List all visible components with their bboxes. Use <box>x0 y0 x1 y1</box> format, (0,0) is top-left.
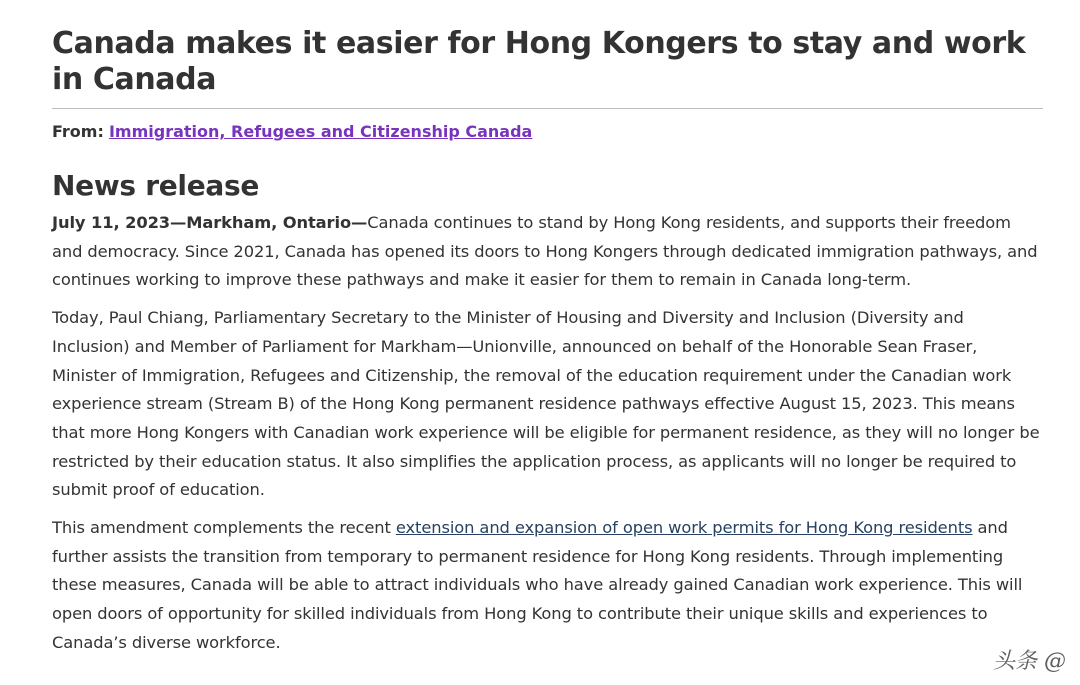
from-line <box>52 121 1043 143</box>
paragraph-3-text-after: and further assists the transition from temporary to permanent residence for Hong Kong residents. Through implementing these measures, Canada will be able to attract individuals who have already gained Canadian work experience. This will open doors of opportunity for skilled individuals from Hong Kong to contribute their unique skills and experiences to Canada’s diverse workforce. <box>52 518 1023 652</box>
paragraph-3-text-before: This amendment complements the recent <box>52 518 396 538</box>
dateline: July 11, 2023—Markham, Ontario— <box>52 213 368 232</box>
watermark: 头条 @ <box>993 649 1066 674</box>
paragraph-1-text: Canada continues to stand by Hong Kong residents, and supports their freedom and democracy. Since 2021, Canada has opened its doors to Hong Kongers through dedicated immigration pathways, and continues working to improve these pathways and make it easier for them to remain in Canada long-term. <box>52 213 1038 290</box>
from-label: From: <box>52 122 104 141</box>
section-heading: News release <box>52 169 260 202</box>
title-divider <box>52 108 1043 109</box>
page-title: Canada makes it easier for Hong Kongers to stay and work in Canada <box>52 26 1026 97</box>
department-link[interactable]: Immigration, Refugees and Citizenship Canada <box>108 122 533 141</box>
paragraph-1 <box>52 209 1043 295</box>
paragraph-3 <box>52 514 1043 658</box>
paragraph-2: Today, Paul Chiang, Parliamentary Secretary to the Minister of Housing and Diversity and Inclusion (Diversity and Inclusion) and Member of Parliament for Markham—Unionville, announced on behalf of the Honorable Sean Fraser, Minister of Immigration, Refugees and Citizenship, the removal of the education requirement under the Canadian work experience stream (Stream B) of the Hong Kong permanent residence pathways effective August 15, 2023. This means that more Hong Kongers with Canadian work experience will be eligible for permanent residence, as they will no longer be restricted by their education status. It also simplifies the application process, as applicants will no longer be required to submit proof of education. <box>52 308 1040 500</box>
news-article <box>52 26 1043 667</box>
open-work-permits-link[interactable]: extension and expansion of open work permits for Hong Kong residents <box>395 518 973 538</box>
